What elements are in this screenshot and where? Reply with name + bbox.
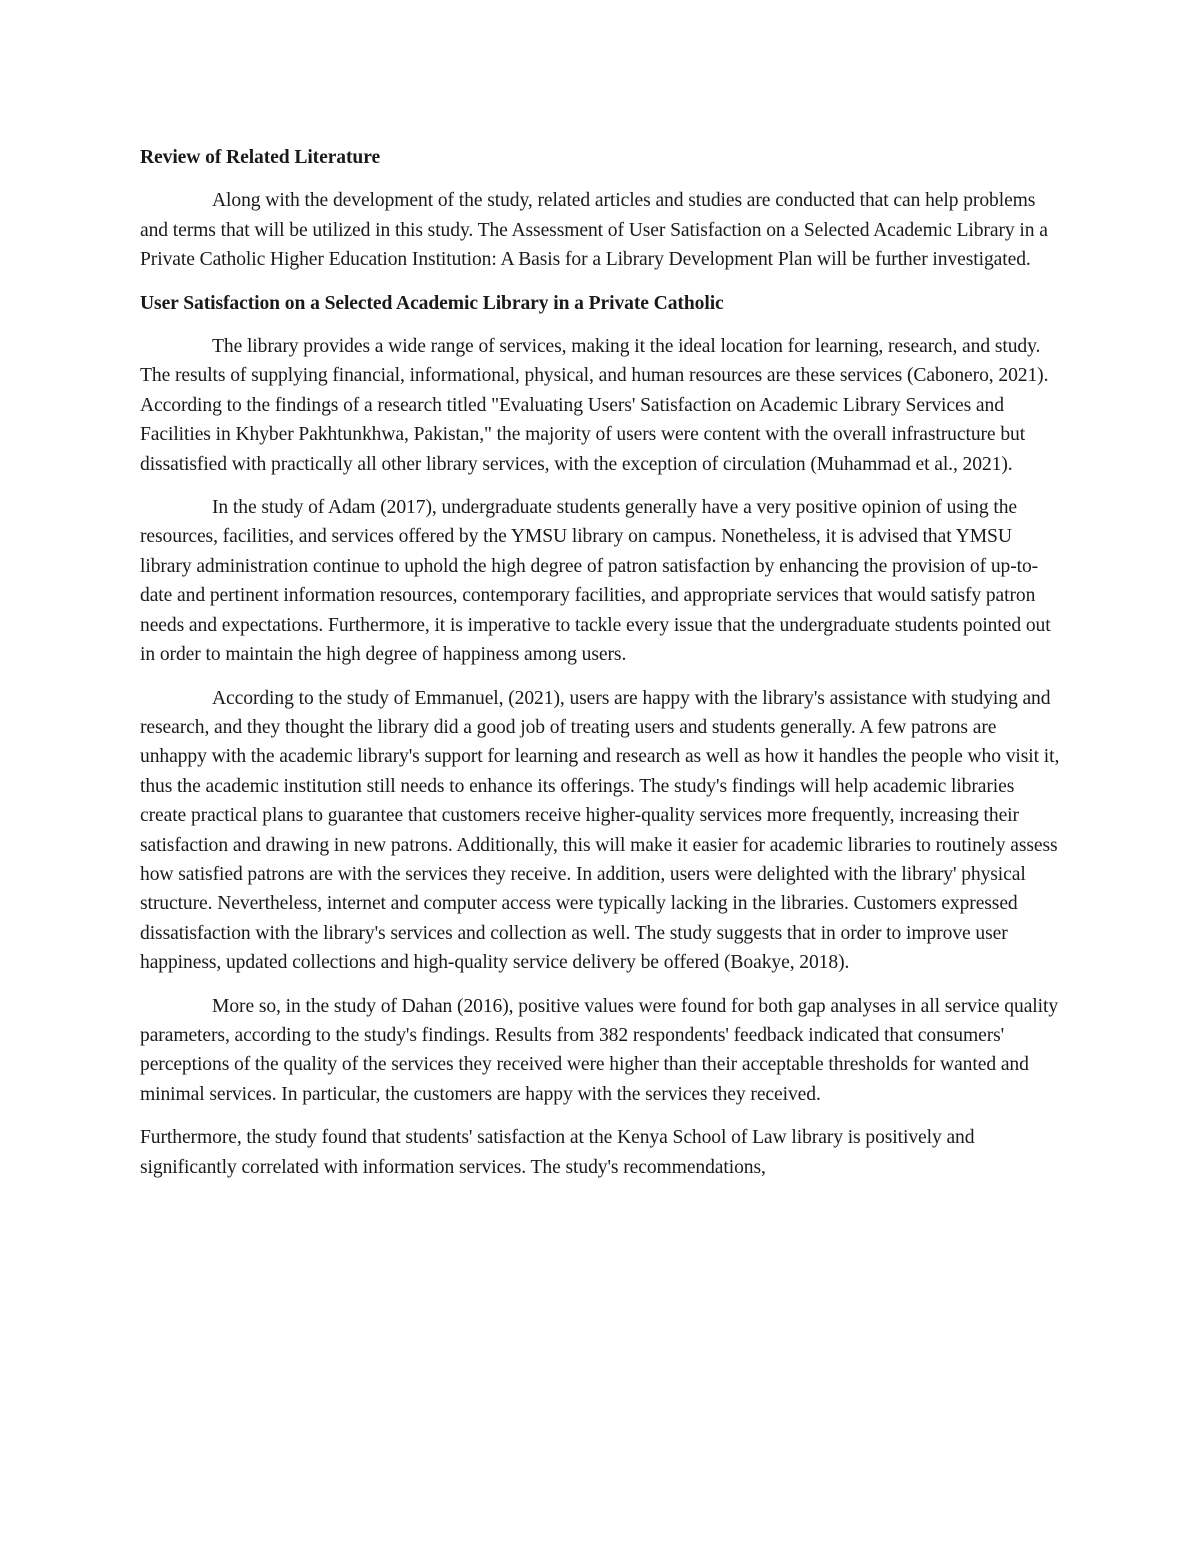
intro-paragraph: Along with the development of the study, related articles and studies are conducted that can help problems and terms that will be utilized in this study. The Assessment of User Satisfaction on a Selected Academic Library in a Private Catholic Higher Education Institution: A Basis for a Library Development Plan will be further investigated.	[140, 190, 1048, 271]
body-paragraph-final: Furthermore, the study found that students' satisfaction at the Kenya School of Law library is positively and significantly correlated with information services. The study's recommendations,	[140, 1127, 975, 1178]
body-paragraph-2: In the study of Adam (2017), undergraduate students generally have a very positive opinion of using the resources, facilities, and services offered by the YMSU library on campus. Nonetheless, it is advised that YMSU library administration continue to uphold the high degree of patron satisfaction by enhancing the provision of up-to-date and pertinent information resources, contemporary facilities, and appropriate services that would satisfy patron needs and expectations. Furthermore, it is imperative to tackle every issue that the undergraduate students pointed out in order to maintain the high degree of happiness among users.	[140, 497, 1051, 666]
body-paragraph-3: According to the study of Emmanuel, (2021), users are happy with the library's assistance with studying and research, and they thought the library did a good job of treating users and students generally. A few patrons are unhappy with the academic library's support for learning and research as well as how it handles the people who visit it, thus the academic institution still needs to enhance its offerings. The study's findings will help academic libraries create practical plans to guarantee that customers receive higher-quality services more frequently, increasing their satisfaction and drawing in new patrons. Additionally, this will make it easier for academic libraries to routinely assess how satisfied patrons are with the services they receive. In addition, users were delighted with the library' physical structure. Nevertheless, internet and computer access were typically lacking in the libraries. Customers expressed dissatisfaction with the library's services and collection as well. The study suggests that in order to improve user happiness, updated collections and high-quality service delivery be offered (Boakye, 2018).	[140, 687, 1060, 974]
subsection-heading: User Satisfaction on a Selected Academic Library in a Private Catholic	[140, 292, 724, 314]
body-paragraph-4: More so, in the study of Dahan (2016), positive values were found for both gap analyses in all service quality parameters, according to the study's findings. Results from 382 respondents' feedback indicated that consumers' perceptions of the quality of the services they received were higher than their acceptable thresholds for wanted and minimal services. In particular, the customers are happy with the services they received.	[140, 995, 1059, 1105]
section-heading: Review of Related Literature	[140, 147, 381, 168]
document-body	[140, 143, 1060, 1196]
body-paragraph-1: The library provides a wide range of services, making it the ideal location for learning, research, and study. The results of supplying financial, informational, physical, and human resources are these services (Cabonero, 2021). According to the findings of a research titled "Evaluating Users' Satisfaction on Academic Library Services and Facilities in Khyber Pakhtunkhwa, Pakistan," the majority of users were content with the overall infrastructure but dissatisfied with practically all other library services, with the exception of circulation (Muhammad et al., 2021).	[140, 336, 1049, 475]
